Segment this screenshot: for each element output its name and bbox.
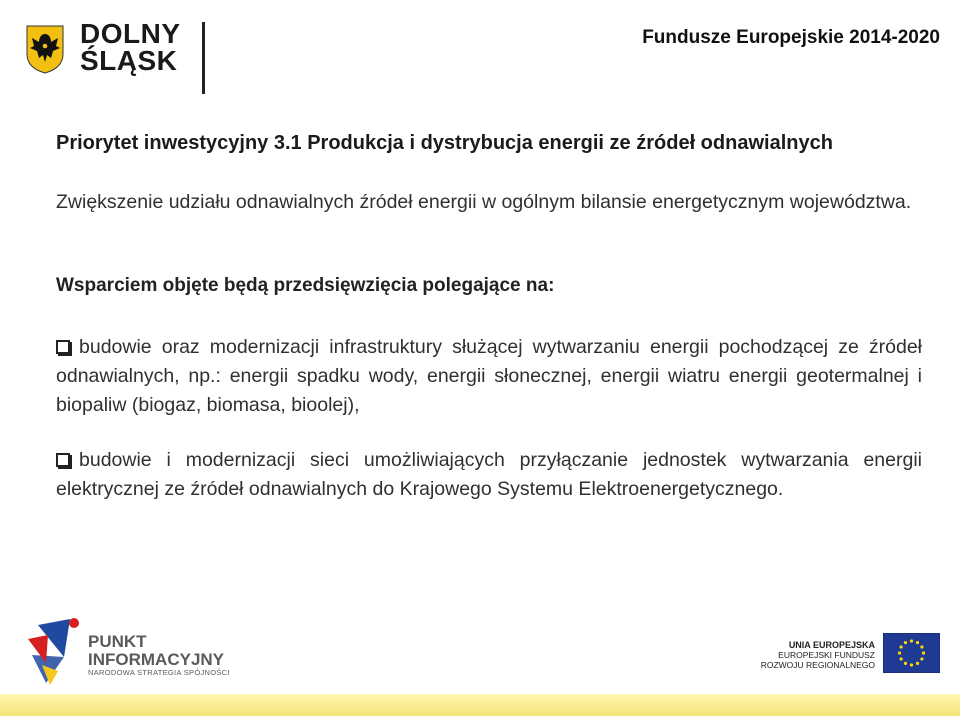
brand-name: DOLNY ŚLĄSK: [80, 18, 181, 76]
eu-caption: [761, 640, 875, 670]
header-divider: [202, 22, 205, 94]
eu-line-1: UNIA EUROPEJSKA: [788, 640, 875, 650]
brand-logo: [24, 20, 181, 100]
intro-paragraph: Zwiększenie udziału odnawialnych źródeł energii w ogólnym bilansie energetycznym województwa.: [56, 191, 912, 213]
checkbox-bullet-icon: [56, 453, 70, 467]
eu-flag-icon: [883, 633, 940, 673]
footer-bar: [0, 694, 960, 716]
funds-title: Fundusze Europejskie 2014-2020: [642, 27, 940, 48]
punkt-subtitle: NARODOWA STRATEGIA SPÓJNOŚCI: [88, 668, 230, 677]
eagle-crest-icon: [24, 24, 66, 74]
bullet-item: [56, 446, 922, 504]
priority-heading: Priorytet inwestycyjny 3.1 Produkcja i dystrybucja energii ze źródeł odnawialnych: [56, 132, 833, 154]
eu-line-2: EUROPEJSKI FUNDUSZ: [778, 650, 875, 660]
punkt-title: PUNKT INFORMACYJNY: [88, 632, 225, 669]
bullet-text: budowie i modernizacji sieci umożliwiających przyłączanie jednostek wytwarzania energii elektrycznej ze źródeł odnawialnych do Krajowego Systemu Elektroenergetycznego.: [56, 449, 922, 500]
eu-line-3: ROZWOJU REGIONALNEGO: [760, 660, 875, 670]
checkbox-bullet-icon: [56, 340, 70, 354]
support-subheading: Wsparciem objęte będą przedsięwzięcia polegające na:: [56, 275, 555, 296]
bullet-text: budowie oraz modernizacji infrastruktury służącej wytwarzaniu energii pochodzącej ze źródeł odnawialnych, np.: energii spadku wody, energii słonecznej, energii wiatru energii geotermalnej i biopaliw (biogaz, biomasa, bioolej),: [56, 336, 922, 416]
bullet-item: [56, 333, 922, 420]
